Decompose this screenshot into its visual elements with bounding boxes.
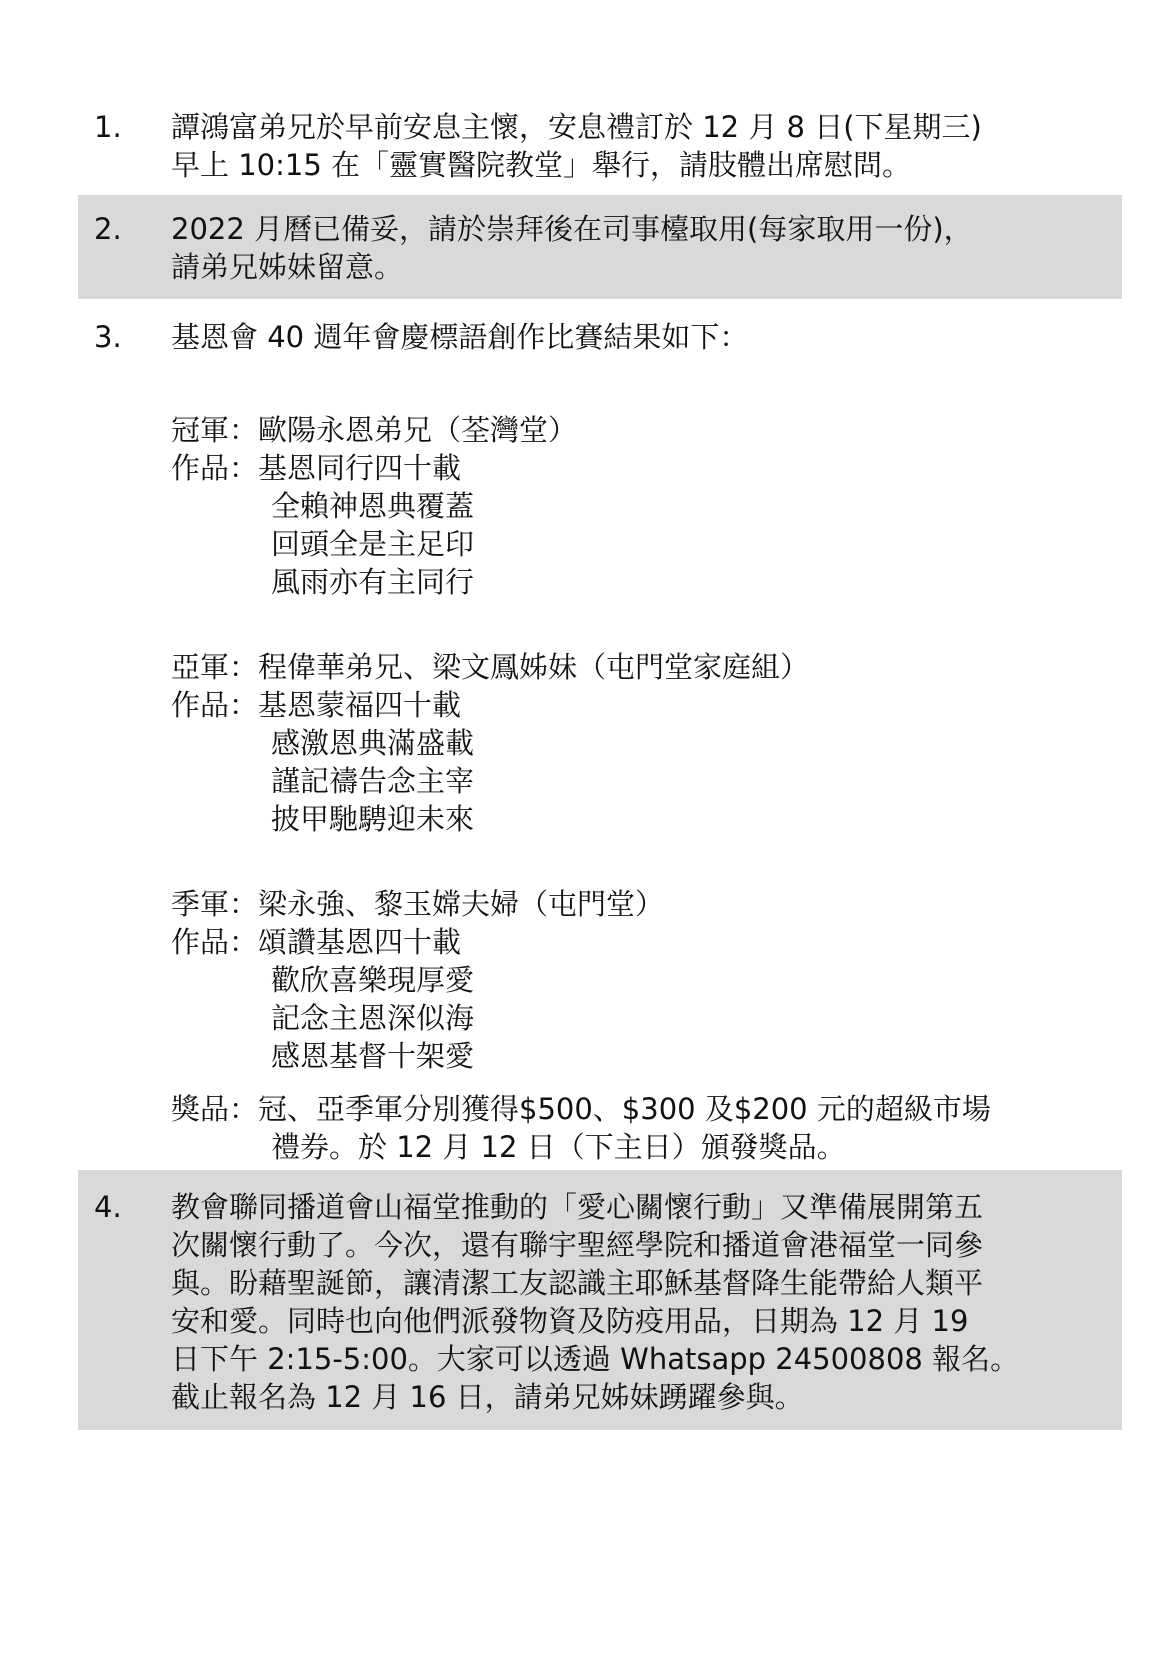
announcement-4 (78, 1170, 1122, 1430)
text-line: 次關懷行動了。今次，還有聯宇聖經學院和播道會港福堂一同參 (171, 1228, 984, 1262)
work-line: 歡欣喜樂現厚愛 (271, 963, 475, 997)
work-line: 全賴神恩典覆蓋 (271, 489, 475, 523)
work-line: 披甲馳騁迎未來 (271, 802, 475, 836)
text-line: 日下午 2:15-5:00。大家可以透過 Whatsapp 24500808 報名。 (171, 1342, 1020, 1376)
section-heading: 基恩會 40 週年會慶標語創作比賽結果如下： (171, 320, 749, 354)
work-label: 作品：基恩蒙福四十載 (171, 688, 462, 722)
work-line: 感恩基督十架愛 (271, 1039, 475, 1073)
announcement-1 (78, 108, 1122, 184)
work-line: 謹記禱告念主宰 (271, 764, 475, 798)
work-line: 風雨亦有主同行 (271, 565, 475, 599)
text-line: 2022 月曆已備妥，請於崇拜後在司事檯取用(每家取用一份)， (171, 212, 973, 246)
work-label: 作品：頌讚基恩四十載 (171, 925, 462, 959)
item-text (171, 1188, 1111, 1416)
item-number: 1. (94, 110, 122, 144)
item-text (171, 108, 1111, 184)
work-line: 感激恩典滿盛載 (271, 726, 475, 760)
item-number: 3. (94, 320, 122, 354)
work-label: 作品：基恩同行四十載 (171, 451, 462, 485)
runner-up-line: 亞軍：程偉華弟兄、梁文鳳姊妹（屯門堂家庭組） (171, 650, 810, 684)
text-line: 早上 10:15 在「靈實醫院教堂」舉行，請肢體出席慰問。 (171, 148, 912, 182)
text-line: 截止報名為 12 月 16 日，請弟兄姊妹踴躍參與。 (171, 1380, 804, 1414)
text-line: 請弟兄姊妹留意。 (171, 250, 404, 284)
champion-line: 冠軍：歐陽永恩弟兄（荃灣堂） (171, 413, 578, 447)
prize-line: 獎品：冠、亞季軍分別獲得$500、$300 及$200 元的超級市場 (171, 1092, 991, 1126)
text-line: 教會聯同播道會山福堂推動的「愛心關懷行動」又準備展開第五 (171, 1190, 984, 1224)
announcement-2 (78, 195, 1122, 299)
prize-line: 禮券。於 12 月 12 日（下主日）頒發獎品。 (271, 1130, 846, 1164)
item-text (171, 210, 1111, 286)
item-number: 2. (94, 212, 122, 246)
work-line: 回頭全是主足印 (271, 527, 475, 561)
text-line: 與。盼藉聖誕節，讓清潔工友認識主耶穌基督降生能帶給人類平 (171, 1266, 984, 1300)
text-line: 安和愛。同時也向他們派發物資及防疫用品，日期為 12 月 19 (171, 1304, 969, 1338)
text-line: 譚鴻富弟兄於早前安息主懷，安息禮訂於 12 月 8 日(下星期三) (171, 110, 982, 144)
third-place-line: 季軍：梁永強、黎玉嫦夫婦（屯門堂） (171, 887, 665, 921)
item-number: 4. (94, 1190, 122, 1224)
work-line: 記念主恩深似海 (271, 1001, 475, 1035)
